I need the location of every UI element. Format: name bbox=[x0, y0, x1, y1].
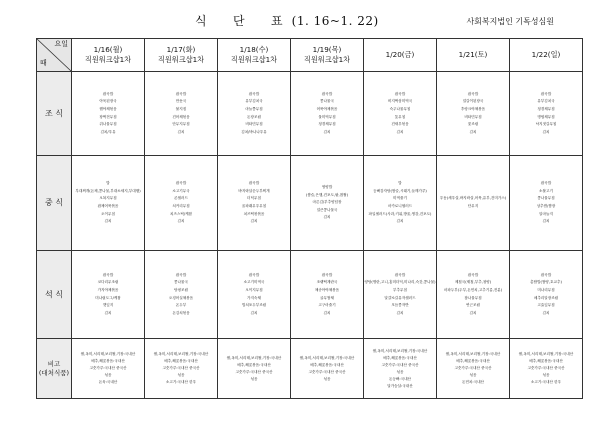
menu-item: 잡곡밥 bbox=[321, 272, 333, 277]
menu-item: 가지숙채 bbox=[247, 295, 261, 300]
menu-item: 양탕(명란,고니,홍미더덕,미나리,숙갓,콩나물) bbox=[364, 280, 436, 285]
menu-item: 김치 bbox=[542, 310, 550, 315]
menu-item: 소고기미역국 bbox=[243, 280, 265, 285]
menu-item: 참나물무침 bbox=[464, 295, 482, 300]
menu-item: 치즈떡볶볶음 bbox=[243, 211, 265, 216]
menu-item: 메추리알장조림 bbox=[533, 295, 559, 300]
menu-item: 섞음 bbox=[250, 376, 258, 381]
menu-item: 잡곡밥 bbox=[102, 91, 114, 96]
menu-item: 만둣국 bbox=[175, 99, 187, 104]
menu-cell bbox=[72, 251, 145, 339]
menu-item: 미나리무침 bbox=[537, 287, 555, 292]
menu-item: 쌀,옥미,서리태,보리쌀,기장:국내산 bbox=[226, 355, 282, 360]
day-header-3 bbox=[291, 39, 364, 72]
menu-item: 고효잎무침 bbox=[537, 303, 555, 308]
menu-item: 단무지무침 bbox=[172, 122, 190, 127]
menu-item: (쌈슬,은행,건포도,팥,찹쌀) bbox=[305, 192, 349, 197]
menu-cell bbox=[72, 72, 145, 156]
menu-item: 부추무침 bbox=[393, 287, 407, 292]
day-date: 1/20(금) bbox=[385, 50, 415, 59]
menu-item: 콩나물국 bbox=[320, 99, 334, 104]
menu-item: 마파두부(두부,돈민치,고추기름,전분) bbox=[443, 287, 503, 292]
menu-cell bbox=[510, 251, 583, 339]
menu-item: 숙주나물무침 bbox=[389, 106, 411, 111]
menu-cell bbox=[218, 339, 291, 399]
menu-item: 쌀,옥미,서리태,보리쌀,기장:국내산 bbox=[153, 352, 209, 356]
menu-item: 치즈스틱/케찹 bbox=[169, 211, 193, 216]
menu-item: 꽃조림 bbox=[467, 122, 479, 127]
menu-item: 건새우볶음 bbox=[391, 122, 409, 127]
menu-item: 오징어실채볶음 bbox=[168, 295, 194, 300]
menu-item: 콘샐러드 bbox=[174, 196, 188, 201]
menu-item: 섞음 bbox=[323, 376, 331, 381]
menu-item: 콩나물무침 bbox=[537, 196, 555, 201]
menu-item: 잡곡밥 bbox=[248, 272, 260, 277]
menu-item: 섞음 bbox=[469, 373, 477, 377]
menu-item: 배추,쐐롯볶음:국내산 bbox=[164, 359, 198, 363]
menu-item: 치커리무침 bbox=[172, 204, 190, 208]
menu-item: 잡곡밥 bbox=[175, 272, 187, 277]
menu-cell bbox=[364, 339, 437, 399]
menu-item: 밥 bbox=[106, 181, 110, 186]
menu-item: 김치 bbox=[396, 129, 404, 134]
menu-item: 잡곡밥 bbox=[248, 91, 260, 96]
menu-cell bbox=[291, 72, 364, 156]
menu-item: 더덕무침 bbox=[247, 196, 261, 201]
menu-item: 마카로니샐러드 bbox=[387, 204, 413, 208]
menu-cell bbox=[510, 156, 583, 251]
menu-item: 김치 bbox=[250, 219, 258, 224]
menu-item: 김치 bbox=[177, 129, 185, 134]
day-date: 1/16(월) bbox=[93, 45, 123, 54]
menu-item: 김치 bbox=[323, 129, 331, 134]
menu-item: 부대찌개(돈채,콩나물,부대소세지,부대햄) bbox=[75, 188, 141, 193]
menu-item: 고춧가루:국내산 중국산 bbox=[454, 366, 492, 370]
menu-item: 김치/우유 bbox=[100, 129, 116, 134]
menu-item: 햄야채볶음 bbox=[99, 106, 117, 111]
menu-item: 가지야채볶음 bbox=[97, 287, 119, 292]
menu-item: 등뼈감자탕(쌈슬,시래기,들깨가루) bbox=[373, 188, 427, 193]
day-class: 직원워크샵1차 bbox=[84, 55, 132, 64]
menu-item: 배추,쐐롯볶음:국내산 bbox=[529, 359, 563, 363]
menu-item: 잡곡밥 bbox=[467, 272, 479, 277]
title-row bbox=[0, 0, 600, 38]
menu-item: 섞음 bbox=[542, 373, 550, 377]
menu-item: 마늘쫑무침 bbox=[245, 106, 263, 111]
menu-cell bbox=[364, 156, 437, 251]
menu-item: 잡곡밥 bbox=[248, 181, 260, 186]
menu-item: 물미역무침 bbox=[318, 114, 336, 119]
day-header-2 bbox=[218, 39, 291, 72]
menu-cell bbox=[437, 156, 510, 251]
menu-item: 유부김치국 bbox=[245, 99, 263, 104]
menu-item: 김치 bbox=[104, 310, 112, 315]
menu-item: 마른김/부추양념장 bbox=[312, 200, 342, 205]
menu-cell bbox=[437, 251, 510, 339]
menu-item: 고춧가루:국내산 중국산 bbox=[235, 369, 273, 374]
menu-item: 달가슴살:국내산 bbox=[387, 383, 413, 388]
menu-item: 김치 bbox=[323, 215, 331, 220]
menu-item: 달걀소갈유자샐러드 bbox=[384, 295, 416, 300]
menu-item: 김치 bbox=[396, 219, 404, 224]
menu-item: 잡곡밥 bbox=[540, 272, 552, 277]
meal-label: 비고 (대처식품) bbox=[37, 339, 72, 399]
menu-item: 잡곡밥 bbox=[394, 272, 406, 277]
menu-item: 쌀,옥미,서리태,보리쌀,기장:국내산 bbox=[518, 352, 574, 356]
day-date: 1/18(수) bbox=[239, 45, 269, 54]
menu-item: 건어채볶음 bbox=[172, 114, 190, 119]
menu-item: 섞음 bbox=[396, 369, 404, 374]
meal-row-2 bbox=[37, 251, 583, 339]
menu-item: 소불고기 bbox=[539, 188, 553, 193]
menu-item: 고구마줄기 bbox=[318, 303, 336, 308]
menu-cell bbox=[218, 251, 291, 339]
menu-item: 콩나물국 bbox=[174, 280, 188, 285]
menu-item: 제첩국(제첩,부추,청양) bbox=[454, 280, 492, 285]
menu-cell bbox=[145, 156, 218, 251]
menu-item: 쌀,옥미,서리태,보리쌀,기장:국내산 bbox=[445, 352, 501, 356]
menu-item: 김치 bbox=[177, 219, 185, 224]
menu-item: 김치 bbox=[250, 310, 258, 315]
meal-label: 석 식 bbox=[37, 251, 72, 339]
day-class: 직원워크샵1차 bbox=[157, 55, 205, 64]
menu-item: 잡곡밥 bbox=[394, 91, 406, 96]
menu-item: 소고기:국내산 한우 bbox=[165, 380, 197, 384]
menu-item: 소고기무국 bbox=[172, 188, 190, 193]
menu-item: 섞음 bbox=[177, 373, 185, 377]
day-header-0 bbox=[72, 39, 145, 72]
menu-item: 불지짐 bbox=[175, 106, 187, 111]
meal-label: 중 식 bbox=[37, 156, 72, 251]
menu-item: 돈김치볶음 bbox=[172, 310, 190, 315]
menu-item: 김치 bbox=[104, 219, 112, 224]
day-date: 1/22(일) bbox=[531, 50, 561, 59]
menu-item: 김치 bbox=[542, 219, 550, 224]
menu-cell bbox=[72, 156, 145, 251]
menu-item: 굴무쌈채 bbox=[320, 295, 334, 300]
corner-cell bbox=[37, 39, 72, 72]
day-header-1 bbox=[145, 39, 218, 72]
page-title: 식 단 표 (1. 16~1. 22) bbox=[195, 14, 379, 28]
menu-item: 돈민치:국내산 bbox=[461, 380, 485, 384]
menu-item: 돈장조림 bbox=[247, 114, 261, 119]
organization-name: 사회복지법인 기독성심원 bbox=[466, 17, 554, 26]
meal-row-0 bbox=[37, 72, 583, 156]
menu-item: 김치 bbox=[469, 310, 477, 315]
menu-item: 알마늘지 bbox=[539, 211, 553, 216]
menu-item: 잡곡밥 bbox=[540, 181, 552, 186]
meal-label: 조 식 bbox=[37, 72, 72, 156]
menu-item: 배추,쐐롯볶음:국내산 bbox=[456, 359, 490, 363]
menu-item: 청경채무침 bbox=[537, 106, 555, 111]
menu-item: 잡곡밥 bbox=[175, 181, 187, 186]
menu-item: 코다리무조림 bbox=[97, 280, 119, 285]
menu-item: 미나릿도그/케찹 bbox=[95, 295, 121, 300]
menu-item: 잡곡밥 bbox=[540, 91, 552, 96]
menu-item: 배추,쐐롯볶음:국내산 bbox=[310, 362, 344, 367]
menu-item: 고춧가루:국내산 중국산 bbox=[89, 366, 127, 370]
menu-item: 잡곡밥 bbox=[321, 91, 333, 96]
menu-item: 명엽채무침 bbox=[537, 114, 555, 119]
menu-item: 고춧가루:국내산 중국산 bbox=[308, 369, 346, 374]
menu-item: 바지락살순두부찌개 bbox=[238, 188, 270, 193]
menu-cell bbox=[291, 156, 364, 251]
menu-item: 낙지젓갈무침 bbox=[535, 122, 557, 127]
day-header-row bbox=[37, 39, 583, 72]
menu-cell bbox=[72, 339, 145, 399]
menu-cell bbox=[437, 339, 510, 399]
menu-item: 고춧가루:국내산 중국산 bbox=[527, 366, 565, 370]
menu-cell bbox=[145, 72, 218, 156]
menu-table bbox=[36, 38, 583, 399]
menu-item: 오이지무침 bbox=[245, 287, 263, 292]
menu-item: 배추,쐐롯볶음:국내산 bbox=[91, 359, 125, 363]
menu-item: 밥 bbox=[398, 181, 402, 186]
menu-item: 쌀,옥미,서리태,보리쌀,기장:국내산 bbox=[299, 355, 355, 360]
menu-item: 유부김치국 bbox=[537, 99, 555, 104]
menu-item: 상추쌈/쌈장 bbox=[536, 204, 556, 208]
menu-item: 청경채무침 bbox=[318, 122, 336, 127]
menu-item: 아욱된장국 bbox=[99, 99, 117, 104]
menu-cell bbox=[291, 339, 364, 399]
menu-item: 쥐나물무침 bbox=[99, 122, 117, 127]
menu-item: 파일셀러드(사과,키위,방울,생강,건포도) bbox=[368, 211, 432, 216]
menu-item: 영양밥 bbox=[321, 185, 333, 190]
menu-item: 배추,쐐롯볶음:국내산 bbox=[237, 362, 271, 367]
menu-item: 비타민무침 bbox=[464, 114, 482, 119]
menu-item: 쌀,옥미,서리태,보리쌀,기장:국내산 bbox=[372, 348, 428, 353]
corner-meal-label: 때 bbox=[40, 59, 47, 68]
corner-day-label: 요일 bbox=[54, 40, 68, 48]
day-header-6 bbox=[510, 39, 583, 72]
menu-item: 연근조림 bbox=[466, 303, 480, 308]
menu-cell bbox=[218, 72, 291, 156]
menu-item: 깻잎지 bbox=[102, 303, 114, 308]
menu-item: 오이무침 bbox=[101, 211, 115, 216]
menu-item: 김치 bbox=[469, 129, 477, 134]
menu-item: 얼큰콩나물국 bbox=[316, 207, 338, 212]
menu-item: 오복지무침 bbox=[99, 196, 117, 201]
menu-item: 톳무침 bbox=[394, 114, 406, 119]
menu-item: 탕평조림 bbox=[174, 287, 188, 292]
menu-item: 법치포두부조림 bbox=[241, 303, 267, 308]
menu-cell bbox=[145, 251, 218, 339]
menu-item: 단무지 bbox=[467, 204, 479, 208]
menu-item: 총합밥(쌈양,호교추) bbox=[530, 280, 562, 285]
menu-item: 김치/바나나우유 bbox=[241, 129, 267, 134]
menu-cell bbox=[145, 339, 218, 399]
menu-cell bbox=[510, 339, 583, 399]
menu-item: 쌀,옥미,서리태,보리쌀,기장:국내산 bbox=[80, 352, 136, 356]
day-header-4 bbox=[364, 39, 437, 72]
menu-cell bbox=[218, 156, 291, 251]
menu-item: 김치 bbox=[396, 310, 404, 315]
menu-item: 모듬콩자반 bbox=[391, 303, 409, 308]
menu-item: 비타민무침 bbox=[245, 122, 263, 127]
menu-item: 고춧가루:국내산 중국산 bbox=[381, 362, 419, 367]
day-date: 1/19(목) bbox=[312, 45, 342, 54]
menu-item: 후랑크야채볶음 bbox=[460, 106, 486, 111]
menu-cell bbox=[291, 251, 364, 339]
menu-item: 잡곡밥 bbox=[102, 272, 114, 277]
menu-item: 채송아야채볶음 bbox=[314, 287, 340, 292]
menu-item: 장떡전무침 bbox=[99, 114, 117, 119]
meal-row-1 bbox=[37, 156, 583, 251]
meal-row-3 bbox=[37, 339, 583, 399]
menu-item: 온두부 bbox=[175, 303, 187, 308]
menu-item: 얼갈이된장국 bbox=[462, 99, 484, 104]
day-date: 1/17(화) bbox=[166, 45, 196, 54]
menu-item: 잡곡밥 bbox=[467, 91, 479, 96]
menu-cell bbox=[364, 72, 437, 156]
menu-item: 배추,쐐롯볶음:국내산 bbox=[383, 355, 417, 360]
menu-item: 조랭떡계란국 bbox=[316, 280, 338, 285]
menu-item: 고춧가루:국내산 중국산 bbox=[162, 366, 200, 370]
menu-cell bbox=[510, 72, 583, 156]
day-class: 직원워크샵1차 bbox=[303, 55, 351, 64]
menu-item: 잡채어묵볶음 bbox=[97, 204, 119, 208]
day-date: 1/21(토) bbox=[458, 50, 488, 59]
menu-item: 소고기:국내산 한우 bbox=[530, 380, 562, 384]
menu-item: 어묵야채볶음 bbox=[316, 106, 338, 111]
menu-item: 섞음 bbox=[104, 373, 112, 377]
menu-item: 돈등뼈:국내산 bbox=[388, 376, 412, 381]
menu-item: 올파래무우무침 bbox=[241, 204, 267, 208]
menu-item: 비지떡삼미역국 bbox=[387, 99, 413, 104]
menu-item: 미역줄기 bbox=[393, 196, 407, 201]
menu-item: 김치 bbox=[323, 310, 331, 315]
menu-cell bbox=[437, 72, 510, 156]
day-class: 직원워크샵1차 bbox=[230, 55, 278, 64]
menu-item: 잡곡밥 bbox=[175, 91, 187, 96]
menu-cell bbox=[364, 251, 437, 339]
menu-item: 우동(새우살,바지락살,어묵,유부,건미가스) bbox=[439, 196, 507, 201]
day-header-5 bbox=[437, 39, 510, 72]
menu-item: 김치 bbox=[542, 129, 550, 134]
menu-item: 돈육:국내산 bbox=[98, 380, 118, 384]
